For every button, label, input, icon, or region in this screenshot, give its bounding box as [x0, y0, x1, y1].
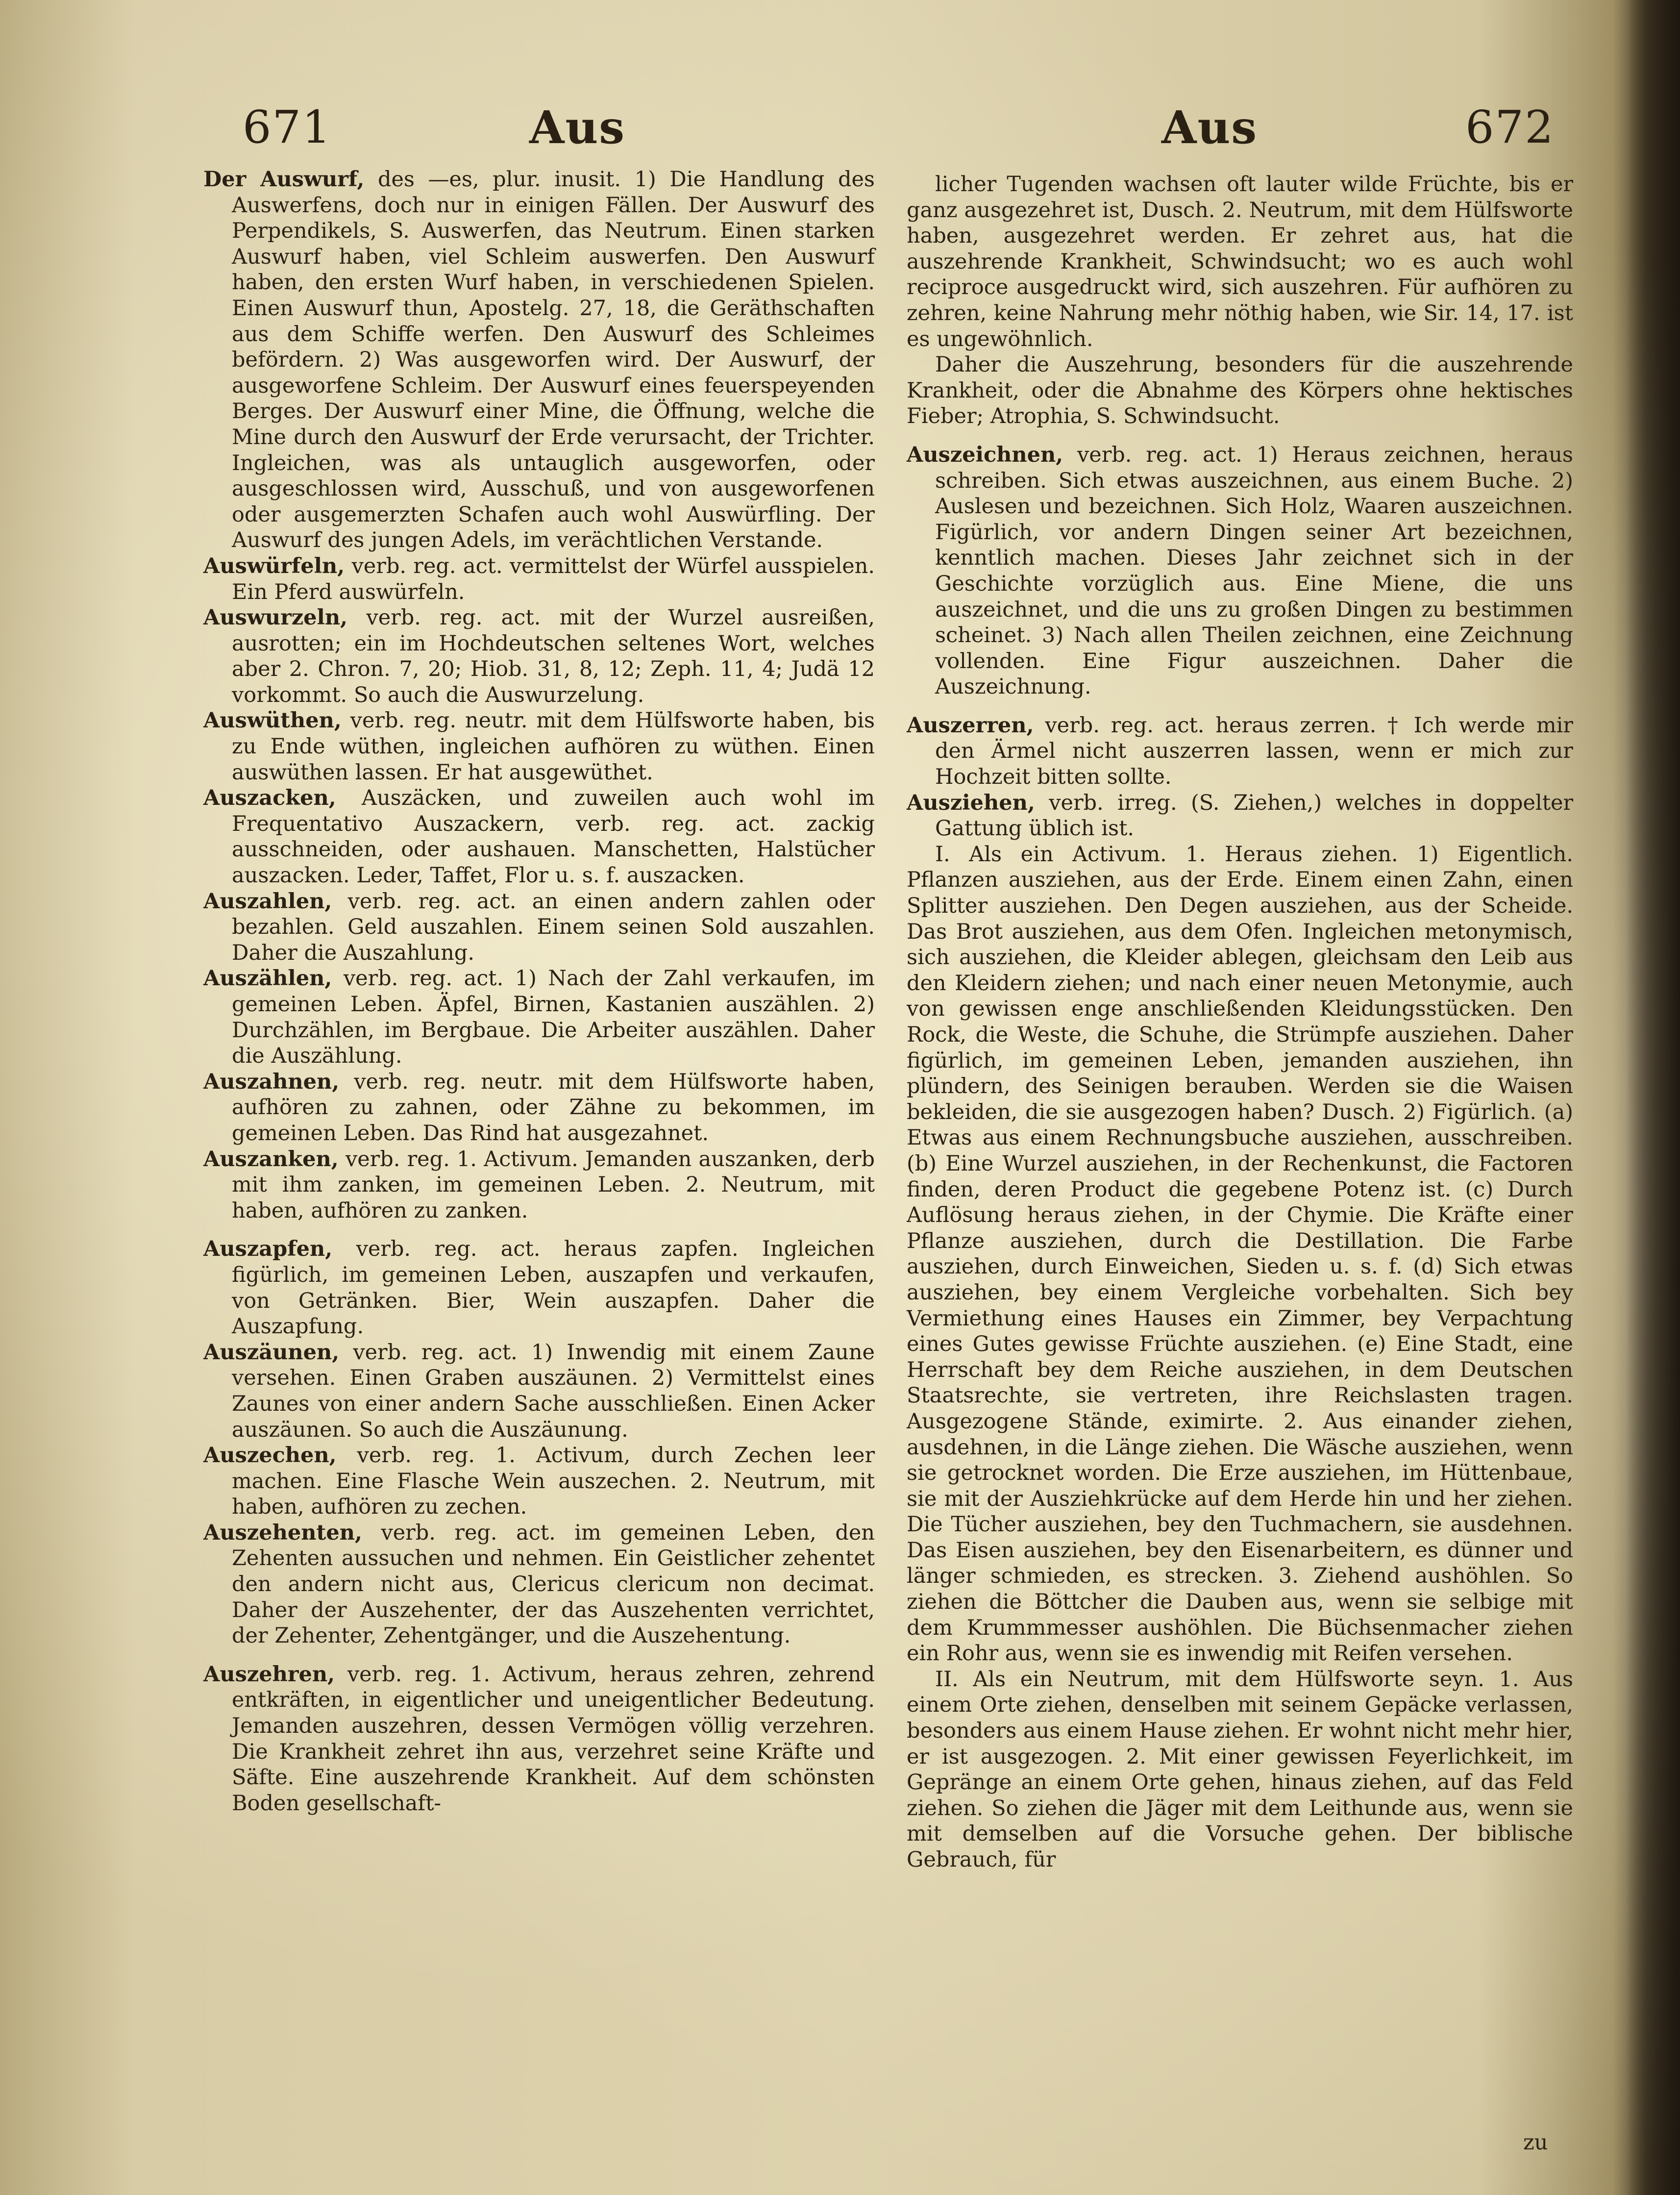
paragraph: I. Als ein Activum. 1. Heraus ziehen. 1) Eigentlich. Pflanzen ausziehen, aus der Erde. Einem einen Zahn, einen Splitter ausziehen. Den Degen ausziehen, aus der Scheide. Das Brot ausziehen, aus dem Ofen. Ingleichen metonymisch, sich ausziehen, die Kleider ablegen, gleichsam den Leib aus den Kleidern ziehen; und nach einer neuen Metonymie, auch von gewissen enge anschließenden Kleidungsstücken. Den Rock, die Weste, die Schuhe, die Strümpfe ausziehen. Daher figürlich, im gemeinen Leben, jemanden ausziehen, ihn plündern, des Seinigen berauben. Werden sie die Waisen bekleiden, die sie ausgezogen haben? Dusch. 2) Figürlich. (a) Etwas aus einem Rechnungsbuche ausziehen, ausschreiben. (b) Eine Wurzel ausziehen, in der Rechenkunst, die Factoren finden, deren Product die gegebene Potenz ist. (c) Durch Auflösung heraus ziehen, in der Chymie. Die Kräfte einer Pflanze ausziehen, durch die Destillation. Die Farbe ausziehen, durch Einweichen, Sieden u. s. f. (d) Sich etwas ausziehen, bey einem Vergleiche vorbehalten. Sich bey Vermiethung eines Hauses ein Zimmer, bey Verpachtung eines Gutes gewisse Früchte ausziehen. (e) Eine Stadt, eine Herrschaft bey dem Reiche ausziehen, in dem Deutschen Staatsrechte, sie vertreten, ihre Reichslasten tragen. Ausgezogene Stände, eximirte. 2. Aus einander ziehen, ausdehnen, in die Länge ziehen. Die Wäsche ausziehen, wenn sie getrocknet worden. Die Erze ausziehen, im Hüttenbaue, sie mit der Ausziehkrücke auf dem Herde hin und her ziehen. Die Tücher ausziehen, bey den Tuchmachern, sie ausdehnen. Das Eisen ausziehen, bey den Eisenarbeitern, es dünner und länger schmieden, es strecken. 3. Ziehend aushöhlen. So ziehen die Böttcher die Dauben aus, wenn sie selbige mit dem Krummmesser aushöhlen. Die Büchsenmacher ziehen ein Rohr aus, wenn sie es inwendig mit Reifen versehen.: [907, 842, 1573, 1666]
entry-headword: Auszehenten,: [203, 1520, 362, 1545]
entry-text: verb. reg. act. 1) Heraus zeichnen, heraus schreiben. Sich etwas auszeichnen, aus einem Buche. 2) Auslesen und bezeichnen. Sich Holz, Waaren auszeichnen. Figürlich, vor andern Dingen seiner Art bezeichnen, kenntlich machen. Dieses Jahr zeichnet sich in der Geschichte vorzüglich aus. Eine Miene, die uns auszeichnet, und die uns zu großen Dingen zu bestimmen scheinet. 3) Nach allen Theilen zeichnen, eine Zeichnung vollenden. Eine Figur auszeichnen. Daher die Auszeichnung.: [935, 442, 1573, 699]
entry-headword: Der Auswurf,: [203, 167, 365, 192]
running-head-right: Aus: [1161, 101, 1258, 154]
dictionary-entry: [907, 442, 1573, 700]
entry-text: verb. reg. act. 1) Nach der Zahl verkaufen, im gemeinen Leben. Äpfel, Birnen, Kastanien auszählen. 2) Durchzählen, im Bergbaue. Die Arbeiter auszählen. Daher die Auszählung.: [232, 966, 875, 1069]
book-spine-shadow: [1626, 0, 1680, 2195]
dictionary-entry: [203, 708, 875, 785]
paragraph: II. Als ein Neutrum, mit dem Hülfsworte seyn. 1. Aus einem Orte ziehen, denselben mit seinem Gepäcke verlassen, besonders aus einem Hause ziehen. Er wohnt nicht mehr hier, er ist ausgezogen. 2. Mit einer gewissen Feyerlichkeit, im Gepränge an einem Orte gehen, hinaus ziehen, auf das Feld ziehen. So ziehen die Jäger mit dem Leithunde aus, wenn sie mit demselben auf die Vorsuche gehen. Der biblische Gebrauch, für: [907, 1667, 1573, 1872]
entry-text: verb. reg. 1. Activum. Jemanden auszanken, derb mit ihm zanken, im gemeinen Leben. 2. Neutrum, mit haben, aufhören zu zanken.: [232, 1147, 875, 1223]
entry-headword: Auswurzeln,: [203, 605, 348, 630]
page-number-right: 672: [1465, 101, 1555, 153]
entry-headword: Auszahlen,: [203, 889, 332, 914]
entry-text: verb. reg. act. heraus zerren. † Ich werde mir den Ärmel nicht auszerren lassen, wenn er mich zur Hochzeit bitten sollte.: [935, 713, 1573, 790]
catchword: zu: [1523, 2130, 1548, 2155]
running-head-left: Aus: [529, 101, 626, 154]
entry-text: verb. reg. act. im gemeinen Leben, den Zehenten aussuchen und nehmen. Ein Geistlicher zehentet den andern nicht aus, Clericus clericum non decimat. Daher der Auszehenter, der das Auszehenten verrichtet, der Zehenter, Zehentgänger, und die Auszehentung.: [232, 1520, 875, 1648]
entry-continuation: licher Tugenden wachsen oft lauter wilde Früchte, bis er ganz ausgezehret ist, Dusch. 2. Neutrum, mit dem Hülfsworte haben, ausgezehret werden. Er zehret aus, hat die auszehrende Krankheit, Schwindsucht; wo es auch wohl reciproce ausgedruckt wird, sich auszehren. Für aufhören zu zehren, keine Nahrung mehr nöthig haben, wie Sir. 14, 17. ist es ungewöhnlich.: [907, 172, 1573, 351]
entry-text: verb. reg. act. 1) Inwendig mit einem Zaune versehen. Einen Graben auszäunen. 2) Vermittelst eines Zaunes von einer andern Sache ausschließen. Einen Acker auszäunen. So auch die Auszäunung.: [232, 1340, 875, 1442]
dictionary-entry: [203, 167, 875, 553]
entry-headword: Auszehren,: [203, 1662, 335, 1687]
dictionary-entry: [203, 1340, 875, 1443]
dictionary-entry: [203, 1662, 875, 1817]
dictionary-entry: [203, 889, 875, 966]
entry-headword: Auszählen,: [203, 966, 332, 991]
dictionary-entry: [203, 1069, 875, 1147]
entry-text: Auszäcken, und zuweilen auch wohl im Frequentativo Auszackern, verb. reg. act. zackig ausschneiden, oder aushauen. Manschetten, Halstücher auszacken. Leder, Taffet, Flor u. s. f. auszacken.: [232, 786, 875, 888]
dictionary-entry: [203, 785, 875, 888]
dictionary-entry: [203, 1236, 875, 1339]
entry-headword: Auszäunen,: [203, 1340, 340, 1365]
entry-text: verb. reg. act. heraus zapfen. Ingleichen figürlich, im gemeinen Leben, auszapfen und verkaufen, von Getränken. Bier, Wein auszapfen. Daher die Auszapfung.: [232, 1237, 875, 1339]
entry-text: verb. reg. act. mit der Wurzel ausreißen, ausrotten; ein im Hochdeutschen seltenes Wort, welches aber 2. Chron. 7, 20; Hiob. 31, 8, 12; Zeph. 11, 4; Judä 12 vorkommt. So auch die Auswurzelung.: [232, 605, 875, 707]
right-column: [907, 172, 1573, 1873]
entry-headword: Auswürfeln,: [203, 553, 345, 578]
entry-text: des —es, plur. inusit. 1) Die Handlung des Auswerfens, doch nur in einigen Fällen. Der Auswurf des Perpendikels, S. Auswerfen, das Neutrum. Einen starken Auswurf haben, viel Schleim auswerfen. Den Auswurf haben, den ersten Wurf haben, in verschiedenen Spielen. Einen Auswurf thun, Apostelg. 27, 18, die Geräthschaften aus dem Schiffe werfen. Den Auswurf des Schleimes befördern. 2) Was ausgeworfen wird. Der Auswurf, der ausgeworfene Schleim. Der Auswurf eines feuerspeyenden Berges. Der Auswurf einer Mine, die Öffnung, welche die Mine durch den Auswurf der Erde verursacht, der Trichter. Ingleichen, was als untauglich ausgeworfen, oder ausgeschlossen wird, Ausschuß, und von ausgeworfenen oder ausgemerzten Schafen auch wohl Auswürfling. Der Auswurf des jungen Adels, im verächtlichen Verstande.: [232, 167, 875, 553]
dictionary-entry: [203, 1147, 875, 1224]
dictionary-entry: [907, 713, 1573, 790]
dictionary-entry: [203, 605, 875, 708]
entry-headword: Auszeichnen,: [907, 442, 1063, 467]
left-column: [203, 167, 875, 1816]
entry-text: verb. reg. neutr. mit dem Hülfsworte haben, bis zu Ende wüthen, ingleichen aufhören zu wüthen. Einen auswüthen lassen. Er hat ausgewüthet.: [232, 708, 875, 785]
page-number-left: 671: [243, 101, 332, 153]
entry-headword: Ausziehen,: [907, 790, 1035, 815]
entry-headword: Auszechen,: [203, 1443, 337, 1468]
entry-text: verb. reg. act. vermittelst der Würfel ausspielen. Ein Pferd auswürfeln.: [232, 553, 875, 604]
entry-headword: Auszerren,: [907, 713, 1034, 738]
entry-text: verb. irreg. (S. Ziehen,) welches in doppelter Gattung üblich ist.: [935, 790, 1574, 841]
entry-headword: Auszapfen,: [203, 1237, 333, 1262]
entry-text: verb. reg. 1. Activum, heraus zehren, zehrend entkräften, in eigentlicher und uneigentlicher Bedeutung. Jemanden auszehren, dessen Vermögen völlig verzehren. Die Krankheit zehret ihn aus, verzehret seine Kräfte und Säfte. Eine auszehrende Krankheit. Auf dem schönsten Boden gesellschaft-: [232, 1662, 875, 1816]
entry-text: verb. reg. neutr. mit dem Hülfsworte haben, aufhören zu zahnen, oder Zähne zu bekommen, im gemeinen Leben. Das Rind hat ausgezahnet.: [232, 1069, 875, 1146]
dictionary-entry: [203, 553, 875, 605]
entry-text: verb. reg. act. an einen andern zahlen oder bezahlen. Geld auszahlen. Einem seinen Sold auszahlen. Daher die Auszahlung.: [232, 889, 875, 965]
entry-text: verb. reg. 1. Activum, durch Zechen leer machen. Eine Flasche Wein auszechen. 2. Neutrum, mit haben, aufhören zu zechen.: [232, 1443, 875, 1520]
dictionary-entry: [203, 966, 875, 1069]
entry-headword: Auszanken,: [203, 1147, 339, 1172]
dictionary-entry: [203, 1520, 875, 1649]
entry-headword: Auszahnen,: [203, 1069, 340, 1094]
dictionary-entry: [203, 1443, 875, 1520]
paragraph: Daher die Auszehrung, besonders für die auszehrende Krankheit, oder die Abnahme des Körpers ohne hektisches Fieber; Atrophia, S. Schwindsucht.: [907, 352, 1573, 429]
dictionary-entry: [907, 790, 1573, 842]
entry-headword: Auswüthen,: [203, 708, 342, 733]
entry-headword: Auszacken,: [203, 786, 336, 811]
